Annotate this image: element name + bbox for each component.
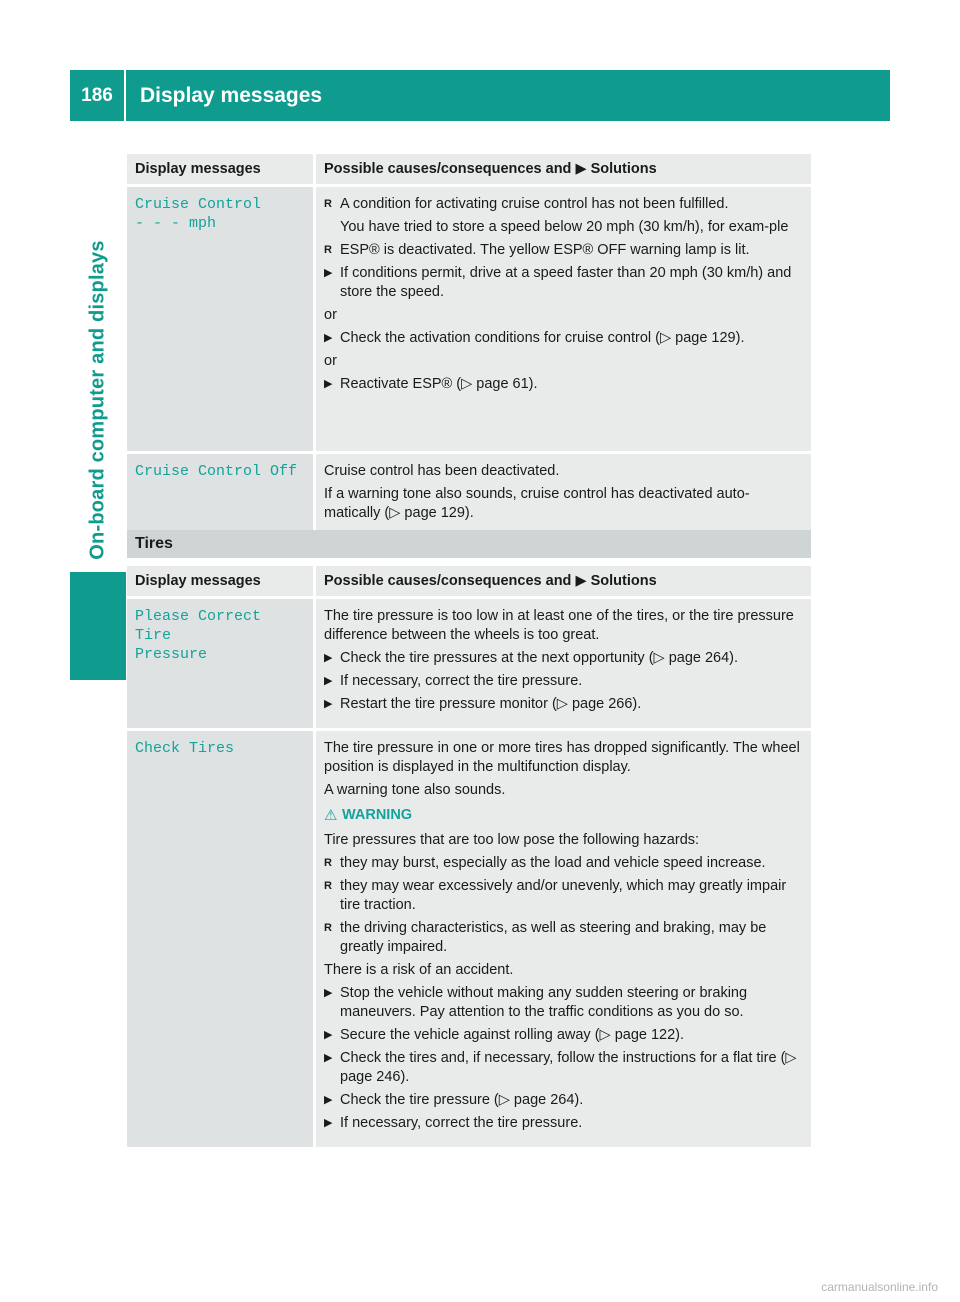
- body-text: If a warning tone also sounds, cruise control has deactivated auto-matically (▷ page 129).: [324, 486, 750, 521]
- instruction-step: ▶ If conditions permit, drive at a speed faster than 20 mph (30 km/h) and store the speed.: [324, 264, 803, 302]
- page-header: [70, 70, 890, 121]
- message-cell: [127, 599, 316, 731]
- bullet-item: R ESP® is deactivated. The yellow ESP® OFF warning lamp is lit.: [324, 241, 803, 260]
- col-header-causes: Possible causes/consequences and ▶ Solutions: [316, 566, 811, 599]
- warning-heading: [324, 806, 803, 825]
- instruction-step: ▶ Secure the vehicle against rolling away (▷ page 122).: [324, 1026, 803, 1045]
- warning-label: WARNING: [342, 807, 413, 823]
- body-text: or: [324, 307, 337, 323]
- table-row: [127, 187, 811, 454]
- message-cell: [127, 187, 316, 454]
- body-text: There is a risk of an accident.: [324, 962, 514, 978]
- page-number: 186: [70, 70, 126, 121]
- message-text: Check Tires: [135, 740, 235, 757]
- display-messages-table-cruise: [127, 154, 811, 540]
- body-text: A warning tone also sounds.: [324, 782, 506, 798]
- bullet-item: R they may burst, especially as the load and vehicle speed increase.: [324, 854, 803, 873]
- message-text: Please Correct Tire: [135, 608, 262, 644]
- body-text: or: [324, 353, 337, 369]
- table-row: [127, 731, 811, 1150]
- instruction-step: ▶ If necessary, correct the tire pressure.: [324, 672, 803, 691]
- instruction-step: ▶ Reactivate ESP® (▷ page 61).: [324, 375, 803, 394]
- instruction-step: ▶ Stop the vehicle without making any sudden steering or braking maneuvers. Pay attention to the traffic conditions as you do so.: [324, 984, 803, 1022]
- body-text: The tire pressure in one or more tires has dropped significantly. The wheel position is displayed in the multifunction display.: [324, 740, 800, 775]
- bullet-item: R the driving characteristics, as well as steering and braking, may be greatly impaired.: [324, 919, 803, 957]
- solution-cell: [316, 187, 811, 454]
- message-text: - - - mph: [135, 215, 217, 232]
- message-text: Cruise Control: [135, 196, 262, 213]
- table-row: [127, 454, 811, 540]
- bullet-item: R A condition for activating cruise control has not been fulfilled.: [324, 195, 803, 214]
- display-messages-table-tires: [127, 566, 811, 1150]
- instruction-step: ▶ Check the activation conditions for cruise control (▷ page 129).: [324, 329, 803, 348]
- message-cell: [127, 454, 316, 540]
- col-header-messages: Display messages: [127, 566, 316, 599]
- warning-icon: ⚠: [324, 807, 338, 824]
- solution-cell: [316, 599, 811, 731]
- chapter-marker: [70, 572, 126, 680]
- table-row: [127, 599, 811, 731]
- table-header-row: [127, 566, 811, 599]
- page-title: Display messages: [140, 83, 323, 107]
- table-header-row: [127, 154, 811, 187]
- body-text: Tire pressures that are too low pose the following hazards:: [324, 832, 700, 848]
- instruction-step: ▶ If necessary, correct the tire pressure.: [324, 1114, 803, 1133]
- body-text: Cruise control has been deactivated.: [324, 463, 560, 479]
- bullet-continuation: You have tried to store a speed below 20 mph (30 km/h), for exam-ple: [340, 219, 789, 235]
- message-cell: [127, 731, 316, 1150]
- instruction-step: ▶ Check the tires and, if necessary, follow the instructions for a flat tire (▷ page 246).: [324, 1049, 803, 1087]
- solution-cell: [316, 731, 811, 1150]
- message-text: Pressure: [135, 646, 208, 663]
- section-title-tires: Tires: [127, 530, 811, 558]
- instruction-step: ▶ Check the tire pressures at the next opportunity (▷ page 264).: [324, 649, 803, 668]
- chapter-side-label: On-board computer and displays: [86, 240, 109, 560]
- instruction-step: ▶ Restart the tire pressure monitor (▷ page 266).: [324, 695, 803, 714]
- instruction-step: ▶ Check the tire pressure (▷ page 264).: [324, 1091, 803, 1110]
- col-header-causes: Possible causes/consequences and ▶ Solutions: [316, 154, 811, 187]
- body-text: The tire pressure is too low in at least one of the tires, or the tire pressure difference between the wheels is too great.: [324, 608, 794, 643]
- watermark: carmanualsonline.info: [821, 1280, 938, 1294]
- message-text: Cruise Control Off: [135, 463, 298, 480]
- solution-cell: [316, 454, 811, 540]
- col-header-messages: Display messages: [127, 154, 316, 187]
- bullet-item: R they may wear excessively and/or unevenly, which may greatly impair tire traction.: [324, 877, 803, 915]
